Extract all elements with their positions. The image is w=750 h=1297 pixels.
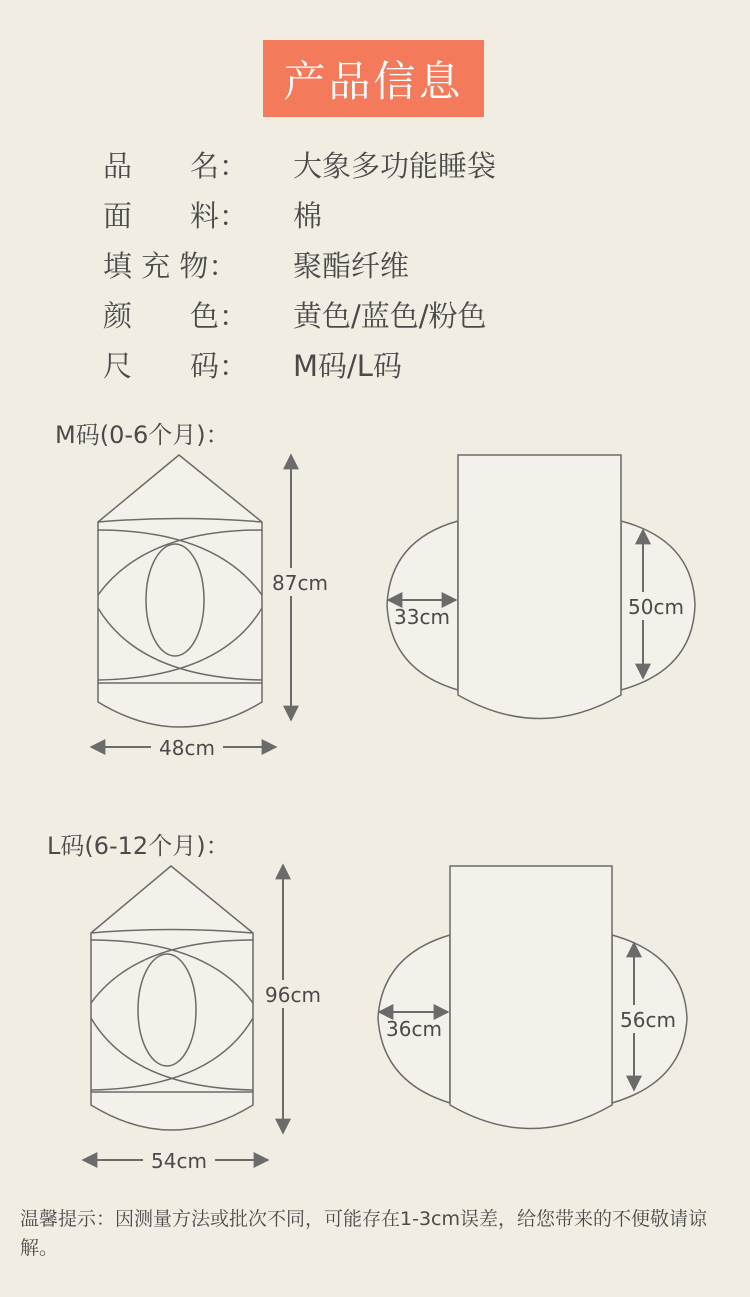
spec-label: 品 名： [103,149,249,183]
section-title-banner [263,40,484,117]
size-m-diagram [0,440,750,770]
size-m-side: 33cm [394,605,450,629]
spec-label: 尺 码： [103,349,249,383]
size-m-width: 48cm [159,736,215,760]
spec-label: 颜 色： [103,299,249,333]
size-m-height: 87cm [272,571,328,595]
size-l-width: 54cm [151,1149,207,1173]
size-l-title: L码(6-12个月)： [47,832,230,860]
size-m-title: M码(0-6个月)： [55,421,230,449]
spec-row-name [103,146,497,186]
size-l-side: 36cm [386,1017,442,1041]
spec-value: M码/L码 [293,349,402,383]
size-m-diameter: 50cm [628,595,684,619]
spec-row-filling [103,246,410,286]
measurement-note: 温馨提示：因测量方法或批次不同，可能存在1-3cm误差，给您带来的不便敬请谅解。 [20,1208,707,1259]
spec-value: 黄色/蓝色/粉色 [293,299,487,333]
size-l-diameter: 56cm [620,1008,676,1032]
section-title: 产品信息 [283,56,464,106]
spec-row-fabric [103,196,323,236]
size-l-diagram [0,855,750,1185]
spec-value: 聚酯纤维 [293,249,410,283]
size-l-height: 96cm [265,983,321,1007]
spec-value: 大象多功能睡袋 [293,149,497,183]
spec-value: 棉 [293,199,323,233]
spec-label: 面 料： [103,199,249,233]
spec-label: 填 充 物： [103,249,238,283]
spec-row-size [103,346,402,386]
spec-row-color [103,296,487,336]
